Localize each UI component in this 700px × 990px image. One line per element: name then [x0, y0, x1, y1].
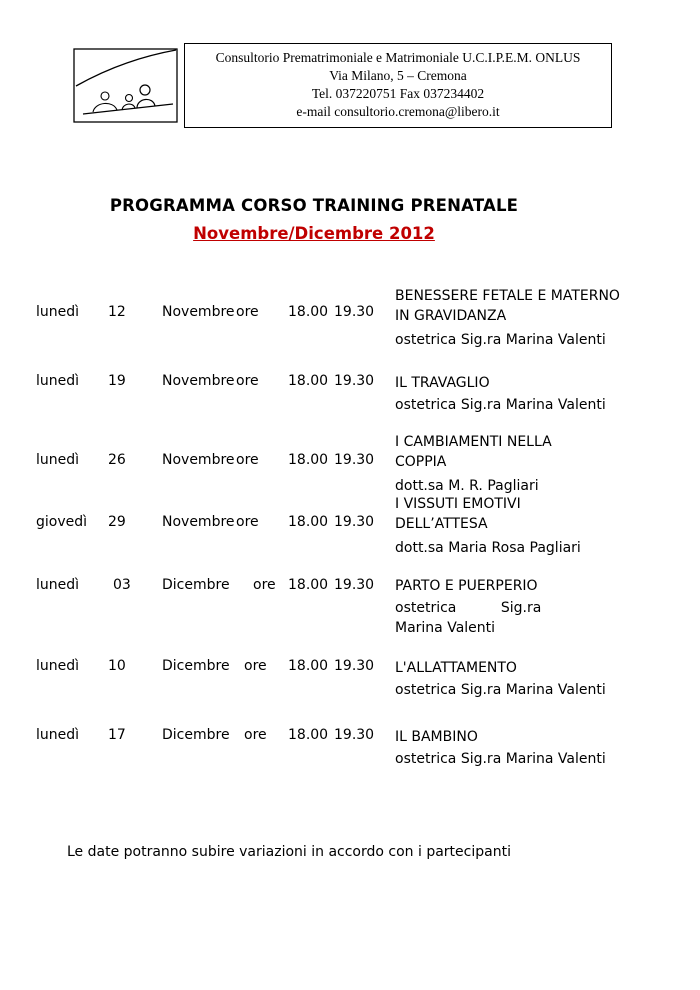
row-day: lunedì [36, 577, 80, 593]
row-topic [395, 658, 606, 700]
topic-line: IN GRAVIDANZA [395, 308, 507, 324]
row-day: lunedì [36, 304, 80, 320]
row-date: 26 [108, 452, 126, 468]
row-topic [395, 727, 606, 769]
row-day: lunedì [36, 658, 80, 674]
organization-logo [73, 48, 178, 123]
header-contact-box [184, 43, 612, 128]
row-start: 18.00 [288, 452, 329, 468]
topic-line: BENESSERE FETALE E MATERNO [395, 288, 620, 304]
row-start: 18.00 [288, 577, 329, 593]
row-start: 18.00 [288, 373, 329, 389]
organization-address: Via Milano, 5 – Cremona [329, 68, 467, 83]
row-end: 19.30 [334, 727, 375, 743]
row-topic [395, 494, 581, 558]
row-month: Novembre [162, 452, 235, 468]
speaker-line: ostetrica Sig.ra Marina Valenti [395, 397, 606, 413]
row-ore: ore [236, 514, 259, 530]
organization-email: e-mail consultorio.cremona@libero.it [296, 104, 500, 119]
speaker-line: dott.sa M. R. Pagliari [395, 478, 539, 494]
topic-line: IL BAMBINO [395, 729, 478, 745]
row-month: Dicembre [162, 727, 230, 743]
row-ore: ore [236, 304, 259, 320]
row-topic [395, 576, 541, 638]
row-ore: ore [244, 658, 267, 674]
speaker-line: dott.sa Maria Rosa Pagliari [395, 540, 581, 556]
row-day: lunedì [36, 452, 80, 468]
row-end: 19.30 [334, 373, 375, 389]
row-ore: ore [236, 373, 259, 389]
row-day: giovedì [36, 514, 88, 530]
speaker-line: ostetrica Sig.ra Marina Valenti [395, 682, 606, 698]
organization-name: Consultorio Prematrimoniale e Matrimoniale U.C.I.P.E.M. ONLUS [215, 50, 581, 65]
row-start: 18.00 [288, 514, 329, 530]
topic-line: IL TRAVAGLIO [395, 375, 490, 391]
row-start: 18.00 [288, 658, 329, 674]
row-month: Dicembre [162, 577, 230, 593]
speaker-line: ostetrica Sig.ra Marina Valenti [395, 332, 606, 348]
row-topic [395, 432, 552, 496]
topic-line: DELL’ATTESA [395, 516, 488, 532]
topic-line: I CAMBIAMENTI NELLA [395, 434, 552, 450]
page-title: PROGRAMMA CORSO TRAINING PRENATALE [109, 196, 519, 215]
row-start: 18.00 [288, 304, 329, 320]
row-end: 19.30 [334, 577, 375, 593]
row-end: 19.30 [334, 658, 375, 674]
page-subtitle: Novembre/Dicembre 2012 [193, 224, 435, 243]
topic-line: COPPIA [395, 454, 447, 470]
row-month: Dicembre [162, 658, 230, 674]
topic-line: L'ALLATTAMENTO [395, 660, 517, 676]
row-start: 18.00 [288, 727, 329, 743]
row-topic [395, 286, 620, 350]
row-date: 29 [108, 514, 126, 530]
row-month: Novembre [162, 373, 235, 389]
row-date: 19 [108, 373, 126, 389]
speaker-line: Marina Valenti [395, 620, 496, 636]
row-ore: ore [236, 452, 259, 468]
row-date: 12 [108, 304, 126, 320]
row-month: Novembre [162, 514, 235, 530]
speaker-line: ostetrica Sig.ra [395, 600, 542, 616]
row-end: 19.30 [334, 452, 375, 468]
organization-phone: Tel. 037220751 Fax 037234402 [311, 86, 485, 101]
footer-note: Le date potranno subire variazioni in accordo con i partecipanti [67, 844, 511, 860]
row-day: lunedì [36, 373, 80, 389]
speaker-line: ostetrica Sig.ra Marina Valenti [395, 751, 606, 767]
row-end: 19.30 [334, 514, 375, 530]
row-date: 10 [108, 658, 126, 674]
row-ore: ore [244, 727, 267, 743]
row-date: 17 [108, 727, 126, 743]
row-day: lunedì [36, 727, 80, 743]
row-date: 03 [113, 577, 131, 593]
row-ore: ore [253, 577, 276, 593]
topic-line: PARTO E PUERPERIO [395, 578, 538, 594]
row-month: Novembre [162, 304, 235, 320]
row-end: 19.30 [334, 304, 375, 320]
topic-line: I VISSUTI EMOTIVI [395, 496, 521, 512]
row-topic [395, 373, 606, 415]
